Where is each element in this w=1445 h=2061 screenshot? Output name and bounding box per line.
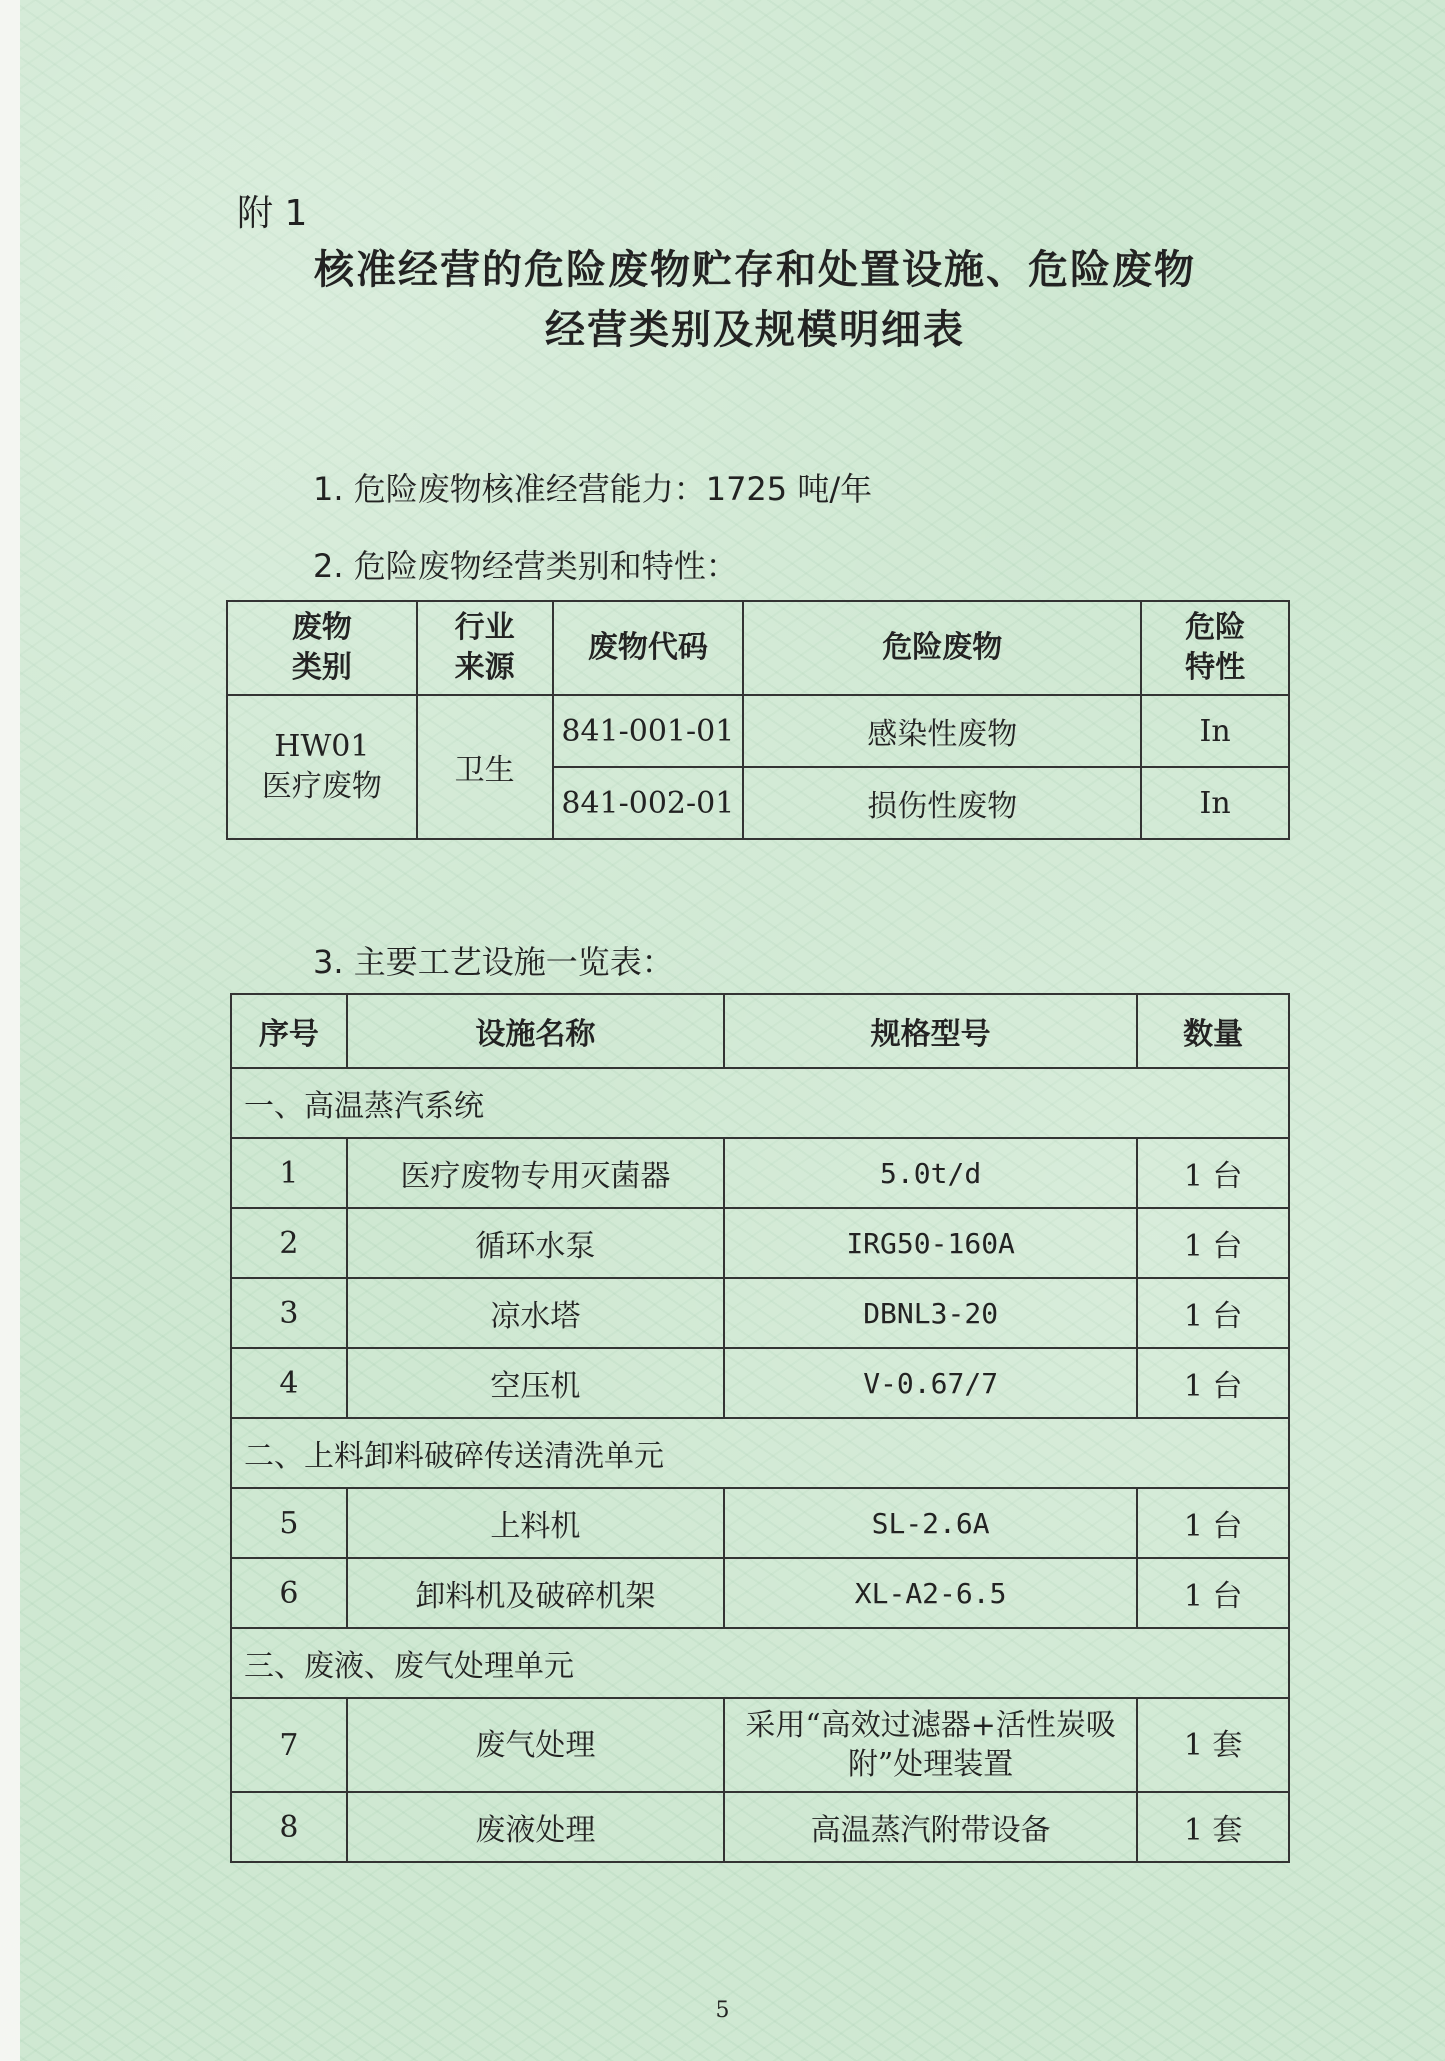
attachment-label: 附 1 [237,193,308,234]
table-row [227,695,1289,767]
quantity-cell: 1 台 [1137,1348,1289,1418]
page-number: 5 [715,1998,730,2023]
header-waste-category: 废物 类别 [227,601,417,695]
property-cell: In [1141,767,1289,839]
spec-cell: IRG50-160A [724,1208,1137,1278]
serial-cell: 5 [231,1488,347,1558]
quantity-cell: 1 台 [1137,1558,1289,1628]
table-row [231,1348,1289,1418]
facility-table [230,993,1290,1863]
serial-cell: 7 [231,1698,347,1792]
serial-cell: 6 [231,1558,347,1628]
facility-name-cell: 卸料机及破碎机架 [347,1558,724,1628]
facility-name-cell: 医疗废物专用灭菌器 [347,1138,724,1208]
quantity-cell: 1 台 [1137,1138,1289,1208]
category-heading: 2. 危险废物经营类别和特性： [313,547,738,585]
waste-name-cell: 损伤性废物 [743,767,1141,839]
table-row [231,1792,1289,1862]
table-header-row [231,994,1289,1068]
header-hazard-property: 危险 特性 [1141,601,1289,695]
spec-cell: V-0.67/7 [724,1348,1137,1418]
header-waste-code: 废物代码 [553,601,744,695]
serial-cell: 3 [231,1278,347,1348]
spec-cell: 采用“高效过滤器+活性炭吸附”处理装置 [724,1698,1137,1792]
category-cell: HW01 医疗废物 [227,695,417,839]
capacity-statement: 1. 危险废物核准经营能力：1725 吨/年 [313,470,873,508]
table-header-row [227,601,1289,695]
header-hazardous-waste: 危险废物 [743,601,1141,695]
table-row [231,1208,1289,1278]
header-industry-source: 行业 来源 [417,601,553,695]
group-title: 一、高温蒸汽系统 [231,1068,1289,1138]
quantity-cell: 1 台 [1137,1488,1289,1558]
table-row [231,1698,1289,1792]
header-serial-number: 序号 [231,994,347,1068]
spec-cell: 5.0t/d [724,1138,1137,1208]
facility-name-cell: 废液处理 [347,1792,724,1862]
group-row [231,1418,1289,1488]
waste-name-cell: 感染性废物 [743,695,1141,767]
table-row [231,1278,1289,1348]
code-cell: 841-002-01 [553,767,744,839]
group-title: 三、废液、废气处理单元 [231,1628,1289,1698]
facility-name-cell: 废气处理 [347,1698,724,1792]
quantity-cell: 1 套 [1137,1792,1289,1862]
spec-cell: SL-2.6A [724,1488,1137,1558]
document-title-line2: 经营类别及规模明细表 [545,307,965,353]
table-row [231,1488,1289,1558]
spec-cell: 高温蒸汽附带设备 [724,1792,1137,1862]
facility-name-cell: 循环水泵 [347,1208,724,1278]
table-row [231,1558,1289,1628]
facility-name-cell: 空压机 [347,1348,724,1418]
code-cell: 841-001-01 [553,695,744,767]
table-row [231,1138,1289,1208]
header-specification: 规格型号 [724,994,1137,1068]
serial-cell: 8 [231,1792,347,1862]
header-quantity: 数量 [1137,994,1289,1068]
facility-name-cell: 上料机 [347,1488,724,1558]
document-title-line1: 核准经营的危险废物贮存和处置设施、危险废物 [314,247,1196,293]
quantity-cell: 1 台 [1137,1208,1289,1278]
header-facility-name: 设施名称 [347,994,724,1068]
spec-cell: XL-A2-6.5 [724,1558,1137,1628]
serial-cell: 4 [231,1348,347,1418]
property-cell: In [1141,695,1289,767]
serial-cell: 1 [231,1138,347,1208]
group-row [231,1068,1289,1138]
page-edge [0,0,20,2061]
facility-heading: 3. 主要工艺设施一览表： [313,943,674,981]
group-row [231,1628,1289,1698]
industry-cell: 卫生 [417,695,553,839]
quantity-cell: 1 套 [1137,1698,1289,1792]
spec-cell: DBNL3-20 [724,1278,1137,1348]
group-title: 二、上料卸料破碎传送清洗单元 [231,1418,1289,1488]
serial-cell: 2 [231,1208,347,1278]
quantity-cell: 1 台 [1137,1278,1289,1348]
facility-name-cell: 凉水塔 [347,1278,724,1348]
waste-category-table [226,600,1290,840]
